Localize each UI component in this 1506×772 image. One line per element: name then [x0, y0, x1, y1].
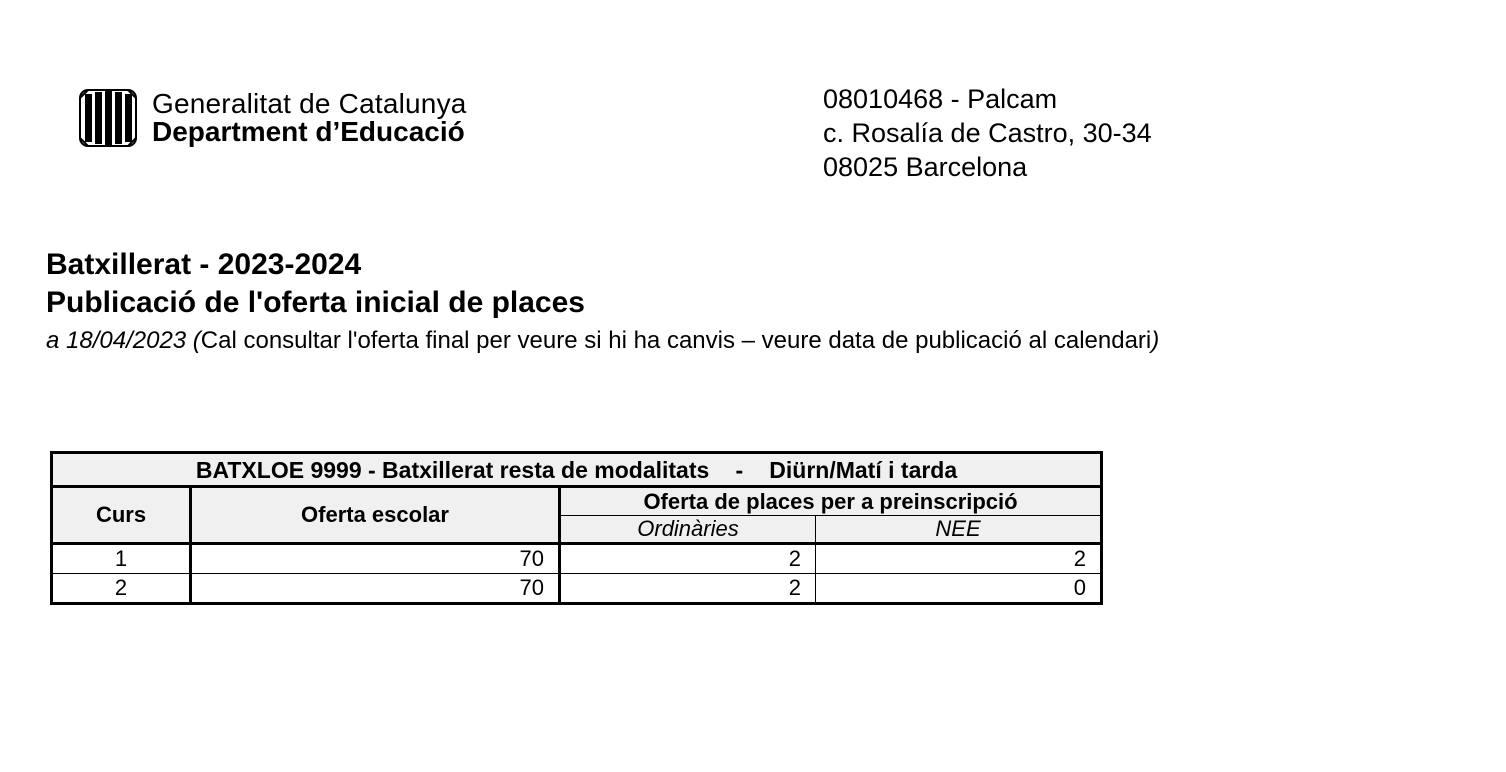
table-header-row: [52, 487, 1102, 516]
school-street: c. Rosalía de Castro, 30-34: [823, 118, 1152, 148]
document-subtitle: Publicació de l'oferta inicial de places: [46, 286, 585, 319]
table-row: [52, 544, 1102, 574]
school-address: [823, 82, 1152, 184]
cell-curs: 2: [52, 574, 191, 604]
cell-nee: 2: [816, 544, 1102, 574]
cell-ordinaries: 2: [560, 544, 816, 574]
note-text: Cal consultar l'oferta final per veure si hi ha canvis – veure data de publicació al calendari: [200, 327, 1152, 354]
table-title: [52, 453, 1102, 487]
cell-ordinaries: 2: [560, 574, 816, 604]
org-line2: Department d’Educació: [152, 116, 465, 147]
col-header-preinscripcio: Oferta de places per a preinscripció: [560, 487, 1102, 516]
col-header-ordinaries: Ordinàries: [560, 516, 816, 544]
cell-curs: 1: [52, 544, 191, 574]
table-title-schedule: Diürn/Matí i tarda: [769, 456, 958, 483]
col-header-nee: NEE: [816, 516, 1102, 544]
cell-nee: 0: [816, 574, 1102, 604]
generalitat-emblem-icon: [78, 88, 138, 148]
publication-note: [46, 326, 1159, 356]
org-name: [152, 90, 467, 146]
col-header-curs: Curs: [52, 487, 191, 544]
cell-oferta-escolar: 70: [191, 574, 560, 604]
table-title-separator: -: [735, 456, 744, 483]
places-offer-table: [50, 451, 1103, 605]
org-line1: Generalitat de Catalunya: [152, 88, 467, 119]
school-code-name: 08010468 - Palcam: [823, 84, 1058, 114]
table-title-row: [52, 453, 1102, 487]
note-close: ): [1151, 327, 1160, 354]
school-city: 08025 Barcelona: [823, 152, 1028, 182]
table-title-program: BATXLOE 9999 - Batxillerat resta de modalitats: [195, 456, 710, 483]
header-logo: [78, 88, 467, 148]
cell-oferta-escolar: 70: [191, 544, 560, 574]
note-date: a 18/04/2023 (: [46, 327, 201, 354]
col-header-oferta-escolar: Oferta escolar: [191, 487, 560, 544]
document-title: Batxillerat - 2023-2024: [46, 248, 362, 281]
table-row: [52, 574, 1102, 604]
